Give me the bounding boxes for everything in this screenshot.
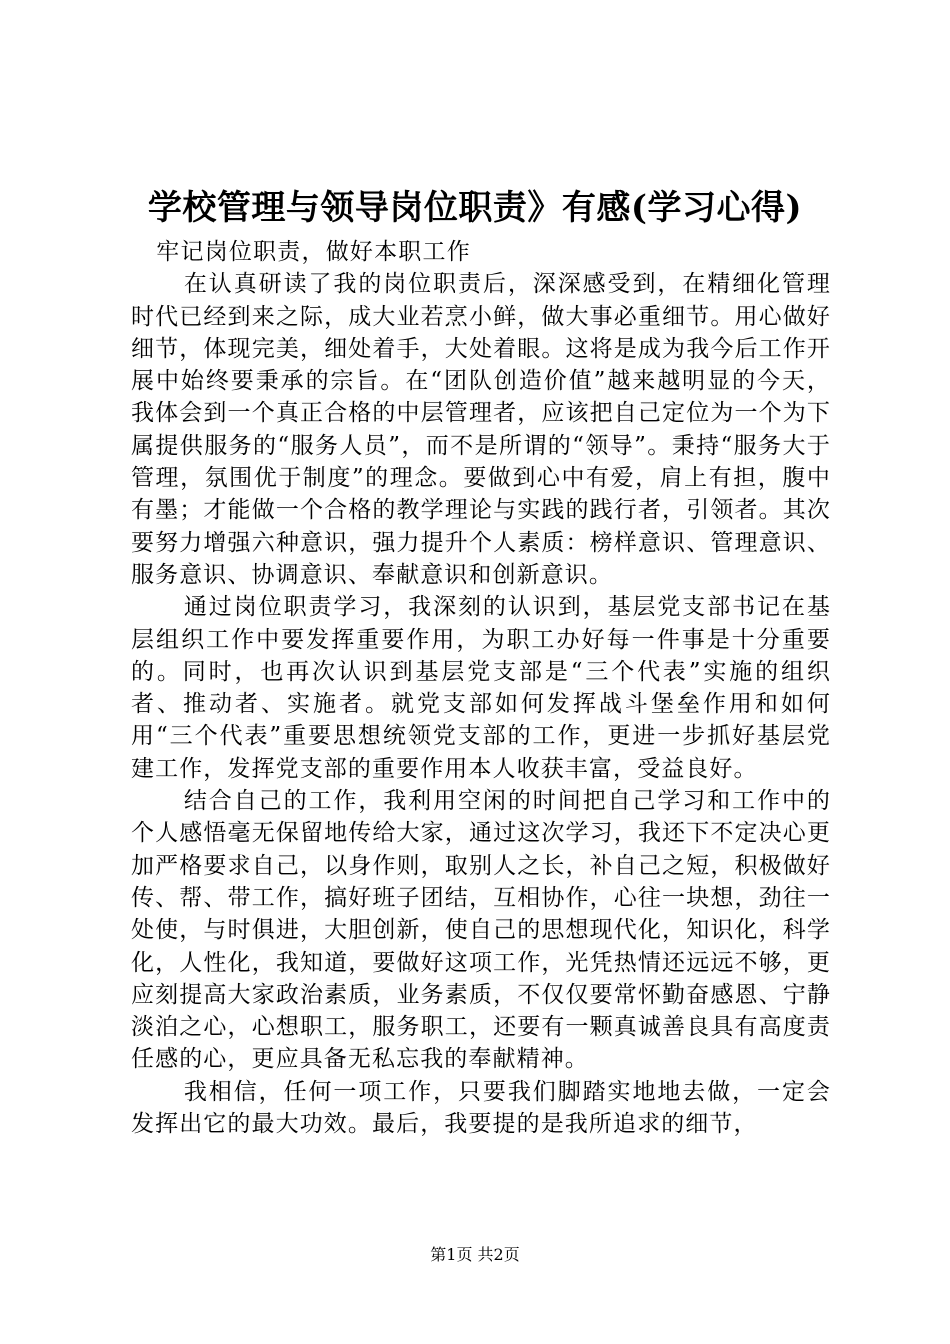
- document-subtitle: 牢记岗位职责，做好本职工作: [156, 239, 471, 265]
- paragraph: 在认真研读了我的岗位职责后，深深感受到，在精细化管理时代已经到来之际，成大业若烹小鲜，做大事必重细节。用心做好细节，体现完美，细处着手，大处着眼。这将是成为我今后工作开展中始终要秉承的宗旨。在“团队创造价值”越来越明显的今天，我体会到一个真正合格的中层管理者，应该把自己定位为一个为下属提供服务的“服务人员”，而不是所谓的“领导”。秉持“服务大于管理，氛围优于制度”的理念。要做到心中有爱，肩上有担，腹中有墨；才能做一个合格的教学理论与实践的践行者，引领者。其次要努力增强六种意识，强力提升个人素质：榜样意识、管理意识、服务意识、协调意识、奉献意识和创新意识。: [131, 271, 831, 588]
- paragraph: 通过岗位职责学习，我深刻的认识到，基层党支部书记在基层组织工作中要发挥重要作用，为职工办好每一件事是十分重要的。同时，也再次认识到基层党支部是“三个代表”实施的组织者、推动者、实施者。就党支部如何发挥战斗堡垒作用和如何用“三个代表”重要思想统领党支部的工作，更进一步抓好基层党建工作，发挥党支部的重要作用本人收获丰富，受益良好。: [131, 594, 831, 782]
- document-title: 学校管理与领导岗位职责》有感(学习心得): [147, 188, 803, 228]
- page-footer: [0, 1244, 950, 1266]
- paragraph: 结合自己的工作，我利用空闲的时间把自己学习和工作中的个人感悟毫无保留地传给大家，通过这次学习，我还下不定决心更加严格要求自己，以身作则，取别人之长，补自己之短，积极做好传、帮、带工作，搞好班子团结，互相协作，心往一块想，劲往一处使，与时俱进，大胆创新，使自己的思想现代化，知识化，科学化，人性化，我知道，要做好这项工作，光凭热情还远远不够，更应刻提高大家政治素质，业务素质，不仅仅要常怀勤奋感恩、宁静淡泊之心，心想职工，服务职工，还要有一颗真诚善良具有高度责任感的心，更应具备无私忘我的奉献精神。: [131, 788, 831, 1073]
- paragraph: 我相信，任何一项工作，只要我们脚踏实地地去做，一定会发挥出它的最大功效。最后，我要提的是我所追求的细节，: [131, 1078, 831, 1138]
- document-body: [131, 236, 831, 1140]
- page-number: 第1页 共2页: [430, 1245, 520, 1264]
